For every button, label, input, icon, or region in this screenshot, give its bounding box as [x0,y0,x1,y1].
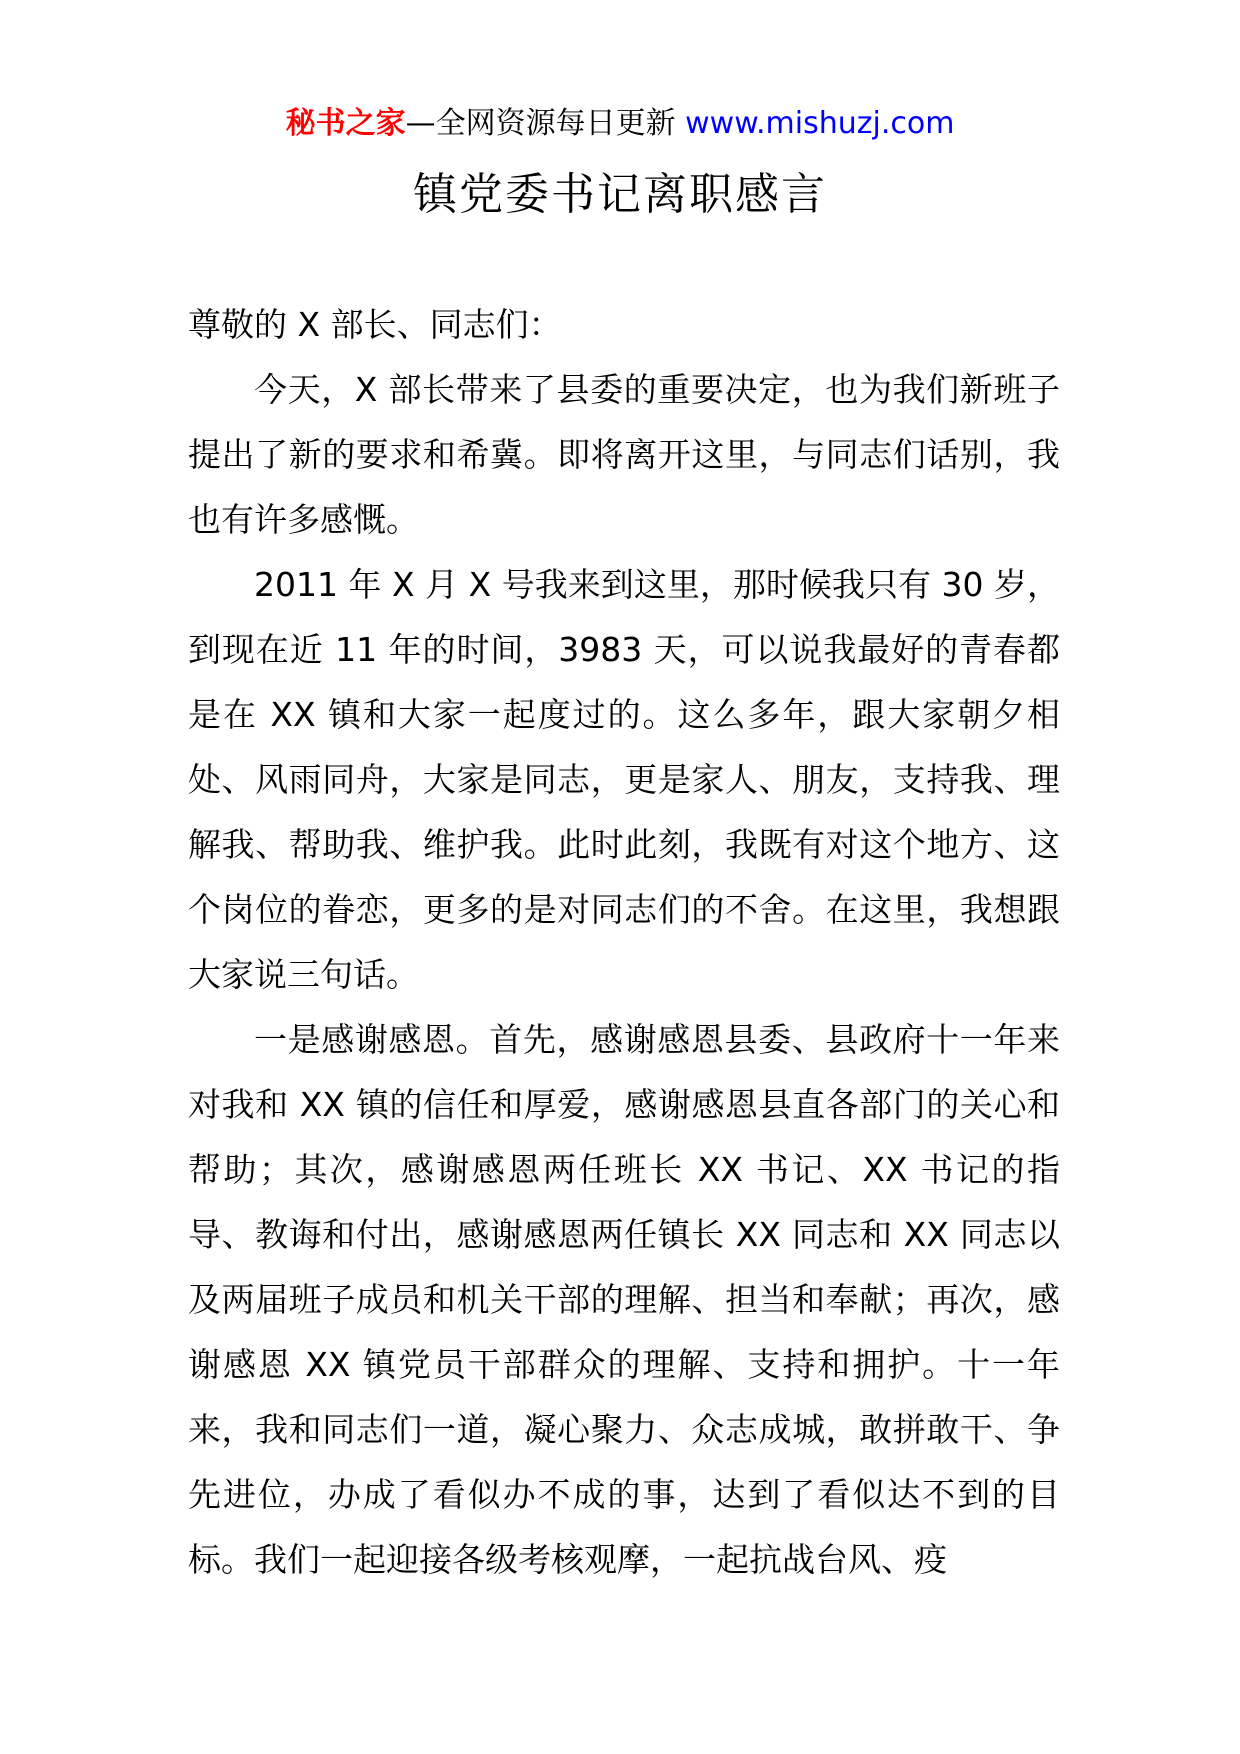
document-title: 镇党委书记离职感言 [413,169,827,220]
body-paragraph: 今天，X 部长带来了县委的重要决定，也为我们新班子提出了新的要求和希冀。即将离开这里，与同志们话别，我也有许多感慨。 [188,370,1060,539]
brand-slogan: —全网资源每日更新 [405,106,686,141]
brand-name: 秘书之家 [285,106,406,141]
salutation: 尊敬的 X 部长、同志们： [188,305,562,344]
site-header [0,102,1240,146]
body-paragraph: 一是感谢感恩。首先，感谢感恩县委、县政府十一年来对我和 XX 镇的信任和厚爱，感谢感恩县直各部门的关心和帮助；其次，感谢感恩两任班长 XX 书记、XX 书记的指导、教诲和付出，感谢感恩两任镇长 XX 同志和 XX 同志以及两届班子成员和机关干部的理解、担当和奉献；再次，感谢感恩 XX 镇党员干部群众的理解、支持和拥护。十一年来，我和同志们一道，凝心聚力、众志成城，敢拼敢干、争先进位，办成了看似办不成的事，达到了看似达不到的目标。我们一起迎接各级考核观摩，一起抗战台风、疫 [188,1020,1060,1579]
site-url-link[interactable]: www.mishuzj.com [685,106,955,141]
body-paragraph: 2011 年 X 月 X 号我来到这里，那时候我只有 30 岁，到现在近 11 年的时间，3983 天，可以说我最好的青春都是在 XX 镇和大家一起度过的。这么多年，跟大家朝夕相处、风雨同舟，大家是同志，更是家人、朋友，支持我、理解我、帮助我、维护我。此时此刻，我既有对这个地方、这个岗位的眷恋，更多的是对同志们的不舍。在这里，我想跟大家说三句话。 [188,565,1060,994]
document-body [188,292,1060,1592]
